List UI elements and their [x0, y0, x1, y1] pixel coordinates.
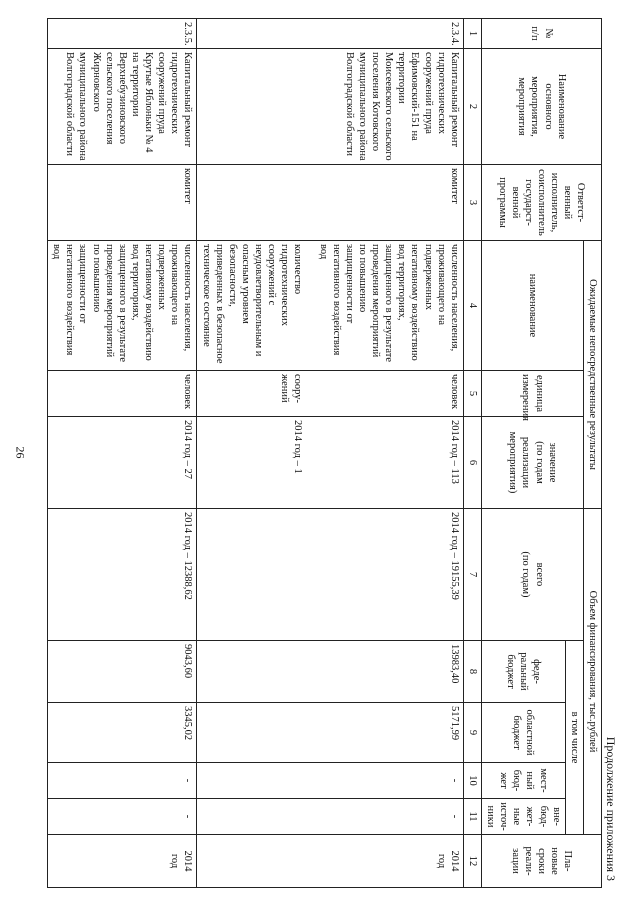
result-value: 2014 год – 1 — [197, 417, 315, 509]
header-federal: феде- ральный бюджет — [482, 641, 566, 703]
row-number: 2.3.4. — [197, 19, 463, 49]
column-number: 2 — [463, 49, 481, 165]
header-including: в том числе — [565, 641, 583, 835]
responsible-executor: комитет — [48, 165, 197, 241]
column-number-row — [463, 19, 481, 888]
funding-total: 2014 год – 19155,39 — [197, 509, 463, 641]
funding-federal: 13983,40 — [197, 641, 463, 703]
table-row — [315, 19, 464, 888]
result-name: количество гидротехнических сооружений с неудовлетворительным и опасным уровнем безопасности, приведенных в безопасное техническое состояние — [197, 241, 315, 371]
result-unit: соору- жений — [197, 371, 315, 417]
header-funding-group: Объем финансирования, тыс.рублей — [583, 509, 601, 835]
column-number: 11 — [463, 799, 481, 835]
column-number: 4 — [463, 241, 481, 371]
funding-local: - — [197, 763, 463, 799]
funding-extrabudget: - — [197, 799, 463, 835]
column-number: 10 — [463, 763, 481, 799]
result-value: 2014 год – 113 — [315, 417, 464, 509]
column-number: 5 — [463, 371, 481, 417]
header-period: Пла- новые сроки реали- зации — [482, 835, 602, 888]
column-number: 1 — [463, 19, 481, 49]
header-num: № п/п — [482, 19, 602, 49]
funding-total: 2014 год – 12388,62 — [48, 509, 197, 641]
result-unit: человек — [48, 371, 197, 417]
row-number: 2.3.5. — [48, 19, 197, 49]
header-result-unit: единица измерения — [482, 371, 584, 417]
header-funding-total: всего (по годам) — [482, 509, 584, 641]
header-row-1 — [583, 19, 601, 888]
funding-regional: 5171,99 — [197, 703, 463, 763]
continuation-caption: Продолжение приложения 3 — [604, 736, 618, 881]
funding-federal: 9043,60 — [48, 641, 197, 703]
activity-name: Капитальный ремонт гидротехнических сооружений пруда Крутые Яблоньки № 4 на территории Верхнебузиновского сельского поселения Жирновского муниципального района Волгоградской области — [48, 49, 197, 165]
header-results-group: Ожидаемые непосредственные результаты — [583, 241, 601, 509]
column-number: 6 — [463, 417, 481, 509]
header-extrabudget: вне- бюд- жет- ные источ- ники — [482, 799, 566, 835]
result-name: численность населения, проживающего на подверженных негативному воздействию вод территориях, защищенного в результате проведения мероприятий по повышению защищенности от негативного воздействия вод — [48, 241, 197, 371]
column-number: 3 — [463, 165, 481, 241]
result-value: 2014 год – 27 — [48, 417, 197, 509]
implementation-period: 2014 год — [197, 835, 463, 888]
funding-regional: 3345,02 — [48, 703, 197, 763]
header-executor: Ответст- венный исполнитель, соисполнитель государст- венной программы — [482, 165, 602, 241]
funding-local: - — [48, 763, 197, 799]
column-number: 9 — [463, 703, 481, 763]
responsible-executor: комитет — [197, 165, 463, 241]
table-row — [48, 19, 197, 888]
funding-extrabudget: - — [48, 799, 197, 835]
column-number: 12 — [463, 835, 481, 888]
header-name: Наименование основного мероприятия, мероприятия — [482, 49, 602, 165]
implementation-period: 2014 год — [48, 835, 197, 888]
header-result-value: значение (по годам реализации мероприятия) — [482, 417, 584, 509]
column-number: 8 — [463, 641, 481, 703]
header-result-name: наименование — [482, 241, 584, 371]
header-local: мест- ный бюд- жет — [482, 763, 566, 799]
program-activities-table — [47, 18, 602, 888]
result-name: численность населения, проживающего на подверженных негативному воздействию вод территориях, защищенного в результате проведения мероприятий по повышению защищенности от негативного воздействия вод — [315, 241, 464, 371]
activity-name: Капитальный ремонт гидротехнических сооружений пруда Ефимовский-151 на территории Моисеевского сельского поселения Котовского муниципального района Волгоградской области — [197, 49, 463, 165]
result-unit: человек — [315, 371, 464, 417]
column-number: 7 — [463, 509, 481, 641]
header-regional: областной бюджет — [482, 703, 566, 763]
page-number-text: 26 — [13, 446, 28, 459]
